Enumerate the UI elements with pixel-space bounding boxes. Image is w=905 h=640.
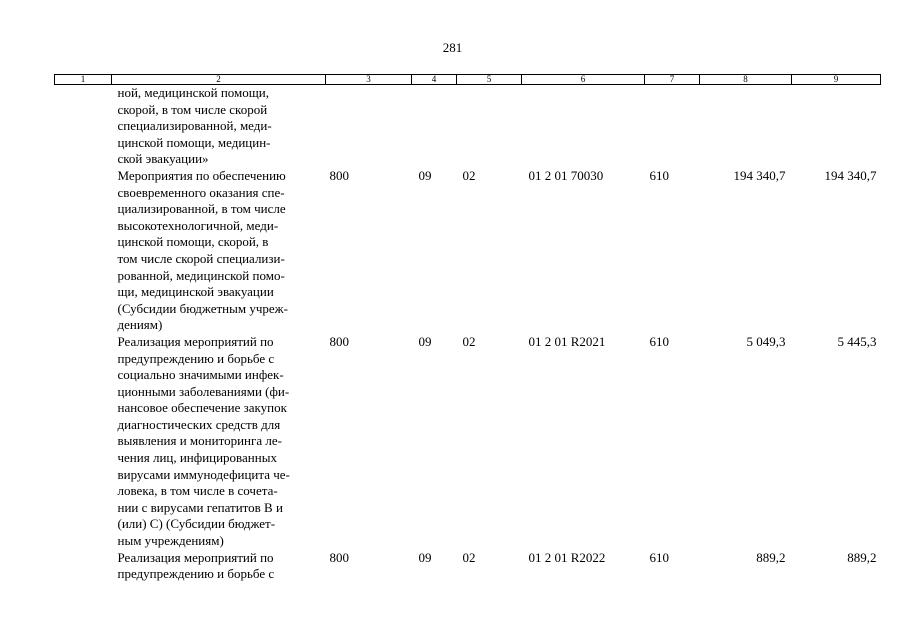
item-name-line: предупреждению и борьбе с — [117, 350, 275, 366]
budget-table — [54, 74, 881, 583]
item-name-line: чения лиц, инфицированных — [117, 450, 277, 466]
row-number-cell — [55, 168, 112, 334]
section-code-cell: 09 — [418, 549, 432, 565]
column-header: 4 — [412, 75, 457, 85]
item-name-line: высокотехнологичной, меди- — [117, 217, 279, 233]
amount-year1-cell: 889,2 — [756, 549, 786, 565]
item-name-line: (Субсидии бюджетным учреж- — [117, 300, 288, 316]
item-name-line: нансовое обеспечение закупок — [117, 400, 287, 416]
item-name-line: скорой, в том числе скорой — [117, 101, 268, 117]
amount-year2-cell: 889,2 — [847, 549, 877, 565]
item-name-line: предупреждению и борьбе с — [117, 566, 275, 582]
item-name-cell — [112, 85, 326, 168]
row-number-cell — [55, 334, 112, 550]
item-name-line: ловека, в том числе в сочета- — [117, 483, 278, 499]
item-name-line: диагностических средств для — [117, 416, 281, 432]
item-name-line: цинской помощи, медицин- — [117, 134, 271, 150]
subsection-code-cell: 02 — [462, 333, 476, 349]
expense-type-cell: 610 — [649, 333, 669, 349]
table-row — [55, 334, 881, 550]
column-header: 3 — [326, 75, 412, 85]
row-number-cell — [55, 85, 112, 168]
target-article-cell — [522, 85, 645, 168]
item-name-cell — [112, 168, 326, 334]
item-name-line: (или) C) (Субсидии бюджет- — [117, 516, 276, 532]
column-header: 5 — [457, 75, 522, 85]
item-name-line: цинской помощи, скорой, в — [117, 234, 269, 250]
item-name-line: социально значимыми инфек- — [117, 367, 284, 383]
section-code-cell: 09 — [418, 167, 432, 183]
table-body — [55, 85, 881, 583]
column-header: 7 — [645, 75, 700, 85]
page-number: 281 — [442, 40, 463, 55]
table-row — [55, 550, 881, 583]
subsection-code-cell: 02 — [462, 167, 476, 183]
item-name-line: ционными заболеваниями (фи- — [117, 383, 290, 399]
row-number-cell — [55, 550, 112, 583]
target-article-cell: 01 2 01 R2021 — [528, 333, 606, 349]
item-name-line: Мероприятия по обеспечению — [117, 167, 286, 183]
item-name-line: дениям) — [117, 317, 163, 333]
item-name-cell — [112, 550, 326, 583]
item-name-line: том числе скорой специализи- — [117, 250, 285, 266]
section-code-cell: 09 — [418, 333, 432, 349]
item-name-line: Реализация мероприятий по — [117, 549, 274, 565]
column-header: 6 — [522, 75, 645, 85]
amount-year2-cell: 5 445,3 — [837, 333, 877, 349]
item-name-line: рованной, медицинской помо- — [117, 267, 285, 283]
expense-type-cell — [645, 85, 700, 168]
item-name-line: ской эвакуации» — [117, 151, 209, 167]
item-name-line: нии с вирусами гепатитов B и — [117, 499, 283, 515]
item-name-line: вирусами иммунодефицита че- — [117, 466, 290, 482]
subsection-code-cell: 02 — [462, 549, 476, 565]
target-article-cell: 01 2 01 R2022 — [528, 549, 606, 565]
item-name-line: своевременного оказания спе- — [117, 184, 285, 200]
item-name-line: щи, медицинской эвакуации — [117, 284, 274, 300]
amount-year1-cell: 5 049,3 — [746, 333, 786, 349]
ministry-code-cell — [326, 85, 412, 168]
expense-type-cell: 610 — [649, 549, 669, 565]
column-header: 2 — [112, 75, 326, 85]
table-row — [55, 168, 881, 334]
amount-year2-cell: 194 340,7 — [824, 167, 877, 183]
item-name-line: ным учреждениям) — [117, 533, 224, 549]
subsection-code-cell — [457, 85, 522, 168]
item-name-line: Реализация мероприятий по — [117, 333, 274, 349]
column-header: 1 — [55, 75, 112, 85]
item-name-line: циализированной, в том числе — [117, 201, 286, 217]
item-name-line: специализированной, меди- — [117, 118, 272, 134]
table-header-row — [55, 75, 881, 85]
ministry-code-cell: 800 — [329, 167, 349, 183]
ministry-code-cell: 800 — [329, 549, 349, 565]
ministry-code-cell: 800 — [329, 333, 349, 349]
target-article-cell: 01 2 01 70030 — [528, 167, 604, 183]
section-code-cell — [412, 85, 457, 168]
amount-year2-cell — [792, 85, 881, 168]
column-header: 8 — [700, 75, 792, 85]
table-row — [55, 85, 881, 168]
item-name-line: выявления и мониторинга ле- — [117, 433, 282, 449]
item-name-cell — [112, 334, 326, 550]
expense-type-cell: 610 — [649, 167, 669, 183]
item-name-line: ной, медицинской помощи, — [117, 85, 269, 100]
column-header: 9 — [792, 75, 881, 85]
amount-year1-cell — [700, 85, 792, 168]
amount-year1-cell: 194 340,7 — [733, 167, 786, 183]
